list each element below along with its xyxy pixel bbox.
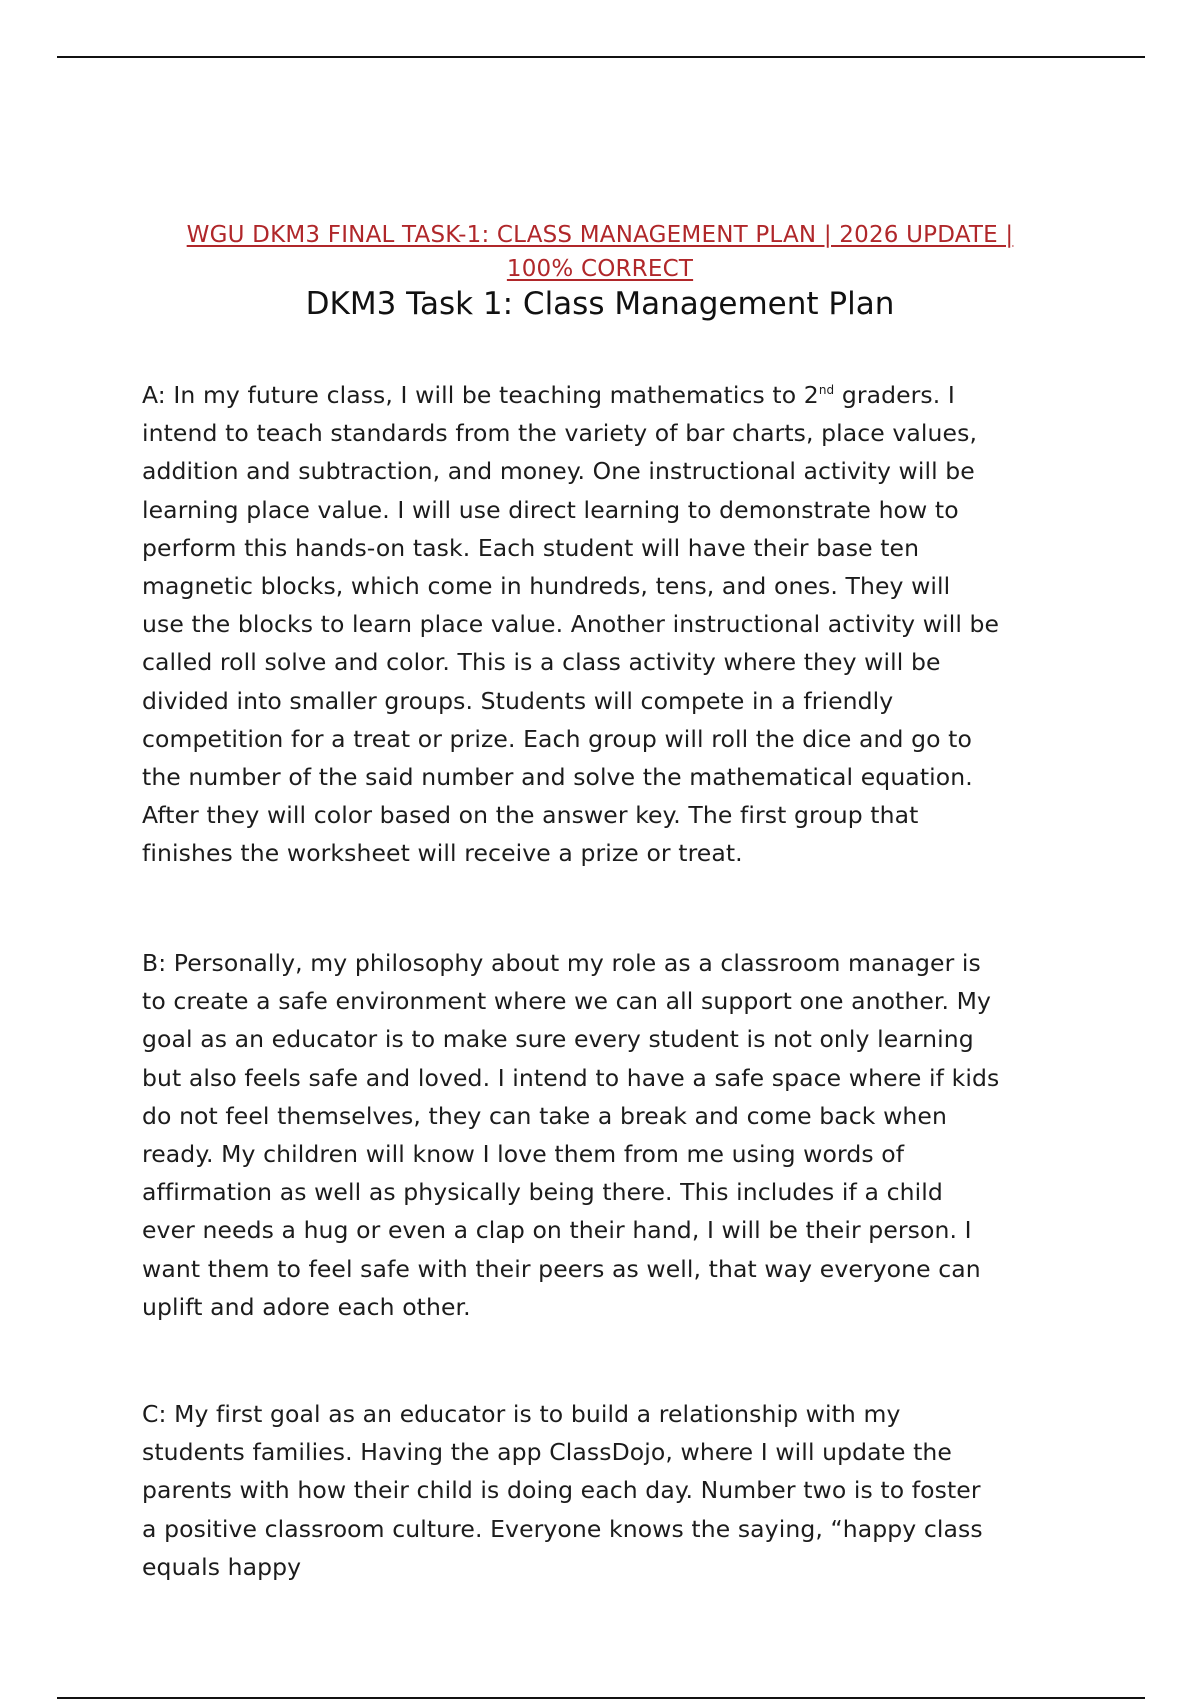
section-b-line: goal as an educator is to make sure every student is not only learning bbox=[142, 1025, 974, 1054]
section-c-paragraph bbox=[142, 1395, 1077, 1586]
section-b-line: do not feel themselves, they can take a break and come back when bbox=[142, 1101, 947, 1130]
section-b-line: to create a safe environment where we can all support one another. My bbox=[142, 987, 992, 1016]
section-c-line: students families. Having the app ClassDojo, where I will update the bbox=[142, 1438, 952, 1467]
section-a-line: After they will color based on the answer key. The first group that bbox=[142, 801, 919, 830]
section-b-line: B: Personally, my philosophy about my role as a classroom manager is bbox=[142, 949, 981, 977]
section-a-line: intend to teach standards from the variety of bar charts, place values, bbox=[142, 419, 978, 448]
section-a-line: competition for a treat or prize. Each group will roll the dice and go to bbox=[142, 724, 972, 753]
section-b-line: affirmation as well as physically being there. This includes if a child bbox=[142, 1178, 943, 1207]
section-b-line: uplift and adore each other. bbox=[142, 1292, 471, 1321]
section-a-line: use the blocks to learn place value. Another instructional activity will be bbox=[142, 610, 1000, 639]
section-a-line: called roll solve and color. This is a class activity where they will be bbox=[142, 648, 941, 677]
section-a-line: learning place value. I will use direct learning to demonstrate how to bbox=[142, 495, 959, 524]
section-b-line: ever needs a hug or even a clap on their hand, I will be their person. I bbox=[142, 1216, 972, 1245]
bottom-divider bbox=[57, 1697, 1145, 1699]
section-a-line: divided into smaller groups. Students will compete in a friendly bbox=[142, 686, 894, 715]
section-b-line: but also feels safe and loved. I intend to have a safe space where if kids bbox=[142, 1063, 1000, 1092]
top-divider bbox=[57, 56, 1145, 58]
section-c-line: a positive classroom culture. Everyone knows the saying, “happy class bbox=[142, 1514, 983, 1543]
section-b-paragraph bbox=[142, 944, 1077, 1326]
section-b-line: ready. My children will know I love them from me using words of bbox=[142, 1140, 905, 1169]
section-a-paragraph bbox=[142, 376, 1077, 873]
section-a-line: finishes the worksheet will receive a prize or treat. bbox=[142, 839, 743, 868]
section-a-line: the number of the said number and solve the mathematical equation. bbox=[142, 763, 973, 792]
banner-line-2: 100% CORRECT bbox=[506, 256, 694, 282]
section-a-line-1: A: In my future class, I will be teaching mathematics to 2nd graders. I bbox=[142, 381, 955, 409]
banner-line-1: WGU DKM3 FINAL TASK-1: CLASS MANAGEMENT PLAN | 2026 UPDATE | bbox=[186, 222, 1014, 248]
section-c-line: equals happy bbox=[142, 1552, 302, 1581]
section-a-line: magnetic blocks, which come in hundreds, tens, and ones. They will bbox=[142, 572, 951, 601]
section-a-line: addition and subtraction, and money. One instructional activity will be bbox=[142, 457, 975, 486]
section-b-line: want them to feel safe with their peers as well, that way everyone can bbox=[142, 1254, 981, 1283]
page-title: DKM3 Task 1: Class Management Plan bbox=[305, 286, 895, 322]
section-c-line: C: My first goal as an educator is to build a relationship with my bbox=[142, 1400, 901, 1428]
section-c-line: parents with how their child is doing each day. Number two is to foster bbox=[142, 1476, 981, 1505]
section-a-line: perform this hands-on task. Each student will have their base ten bbox=[142, 533, 920, 562]
document-banner-link[interactable] bbox=[140, 218, 1060, 286]
